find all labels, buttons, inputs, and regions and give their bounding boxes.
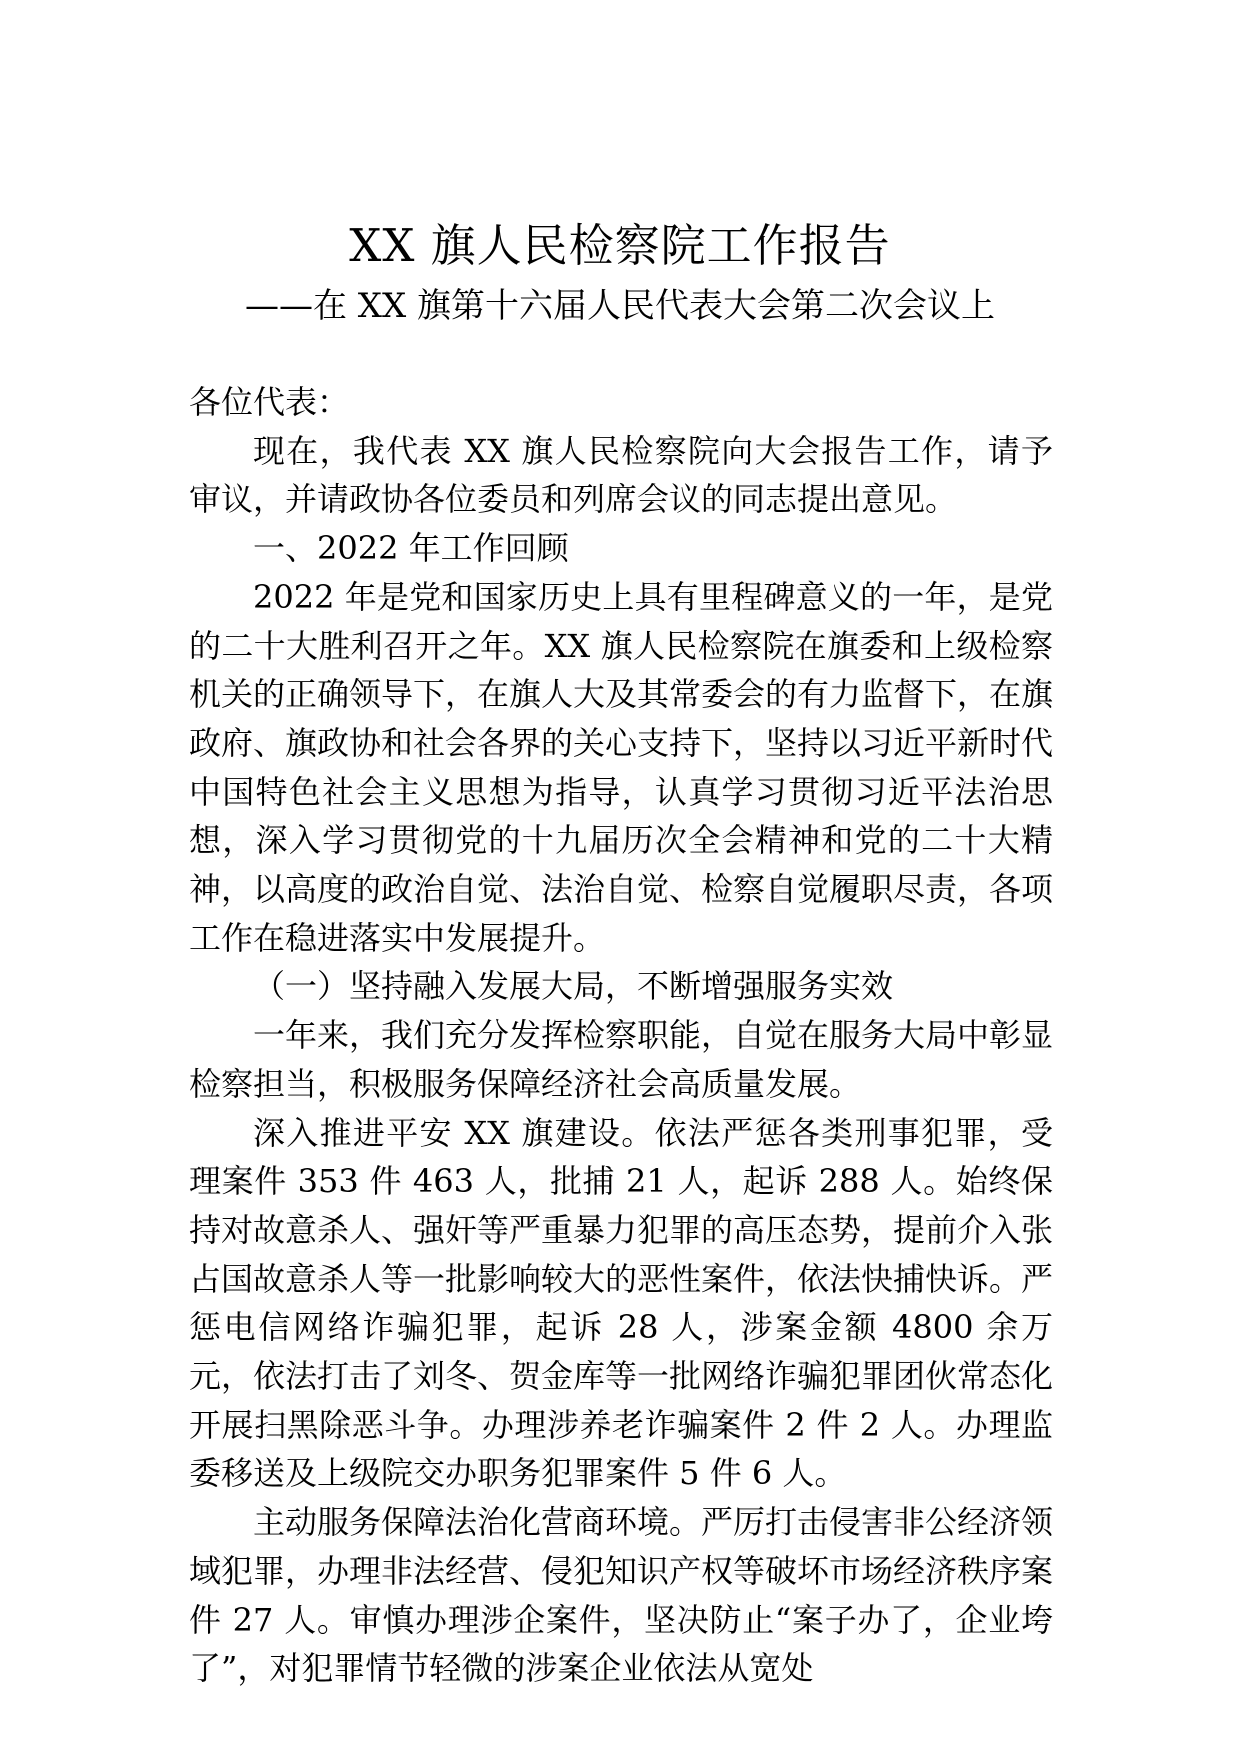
document-title: XX 旗人民检察院工作报告 [349,219,891,272]
paragraph-overview: 2022 年是党和国家历史上具有里程碑意义的一年，是党的二十大胜利召开之年。XX 旗人民检察院在旗委和上级检察机关的正确领导下，在旗人大及其常委会的有力监督下，在旗政府、旗政协和社会各界的关心支持下，坚持以习近平新时代中国特色社会主义思想为指导，认真学习贯彻习近平法治思想，深入学习贯彻党的十九届历次全会精神和党的二十大精神，以高度的政治自觉、法治自觉、检察自觉履职尽责，各项工作在稳进落实中发展提升。 [189,577,1054,957]
document-body [189,378,1053,1693]
document-subtitle: ——在 XX 旗第十六届人民代表大会第二次会议上 [244,286,996,326]
section-heading-review: 一、2022 年工作回顾 [253,529,569,568]
paragraph-intro: 现在，我代表 XX 旗人民检察院向大会报告工作，请予审议，并请政协各位委员和列席会议的同志提出意见。 [189,431,1053,519]
paragraph-business-environment: 主动服务保障法治化营商环境。严厉打击侵害非公经济领域犯罪，办理非法经营、侵犯知识产权等破坏市场经济秩序案件 27 人。审慎办理涉企案件，坚决防止“案子办了，企业垮了”，对犯罪情节轻微的涉案企业依法从宽处 [189,1503,1054,1688]
paragraph-service: 一年来，我们充分发挥检察职能，自觉在服务大局中彰显检察担当，积极服务保障经济社会高质量发展。 [189,1016,1054,1103]
paragraph-safety: 深入推进平安 XX 旗建设。依法严惩各类刑事犯罪，受理案件 353 件 463 人，批捕 21 人，起诉 288 人。始终保持对故意杀人、强奸等严重暴力犯罪的高压态势，提前介入张占国故意杀人等一批影响较大的恶性案件，依法快捕快诉。严惩电信网络诈骗犯罪，起诉 28 人，涉案金额 4800 余万元，依法打击了刘冬、贺金库等一批网络诈骗犯罪团伙常态化开展扫黑除恶斗争。办理涉养老诈骗案件 2 件 2 人。办理监委移送及上级院交办职务犯罪案件 5 件 6 人。 [189,1113,1054,1493]
salutation: 各位代表： [189,383,350,421]
subsection-heading-1: （一）坚持融入发展大局，不断增强服务实效 [253,967,894,1006]
